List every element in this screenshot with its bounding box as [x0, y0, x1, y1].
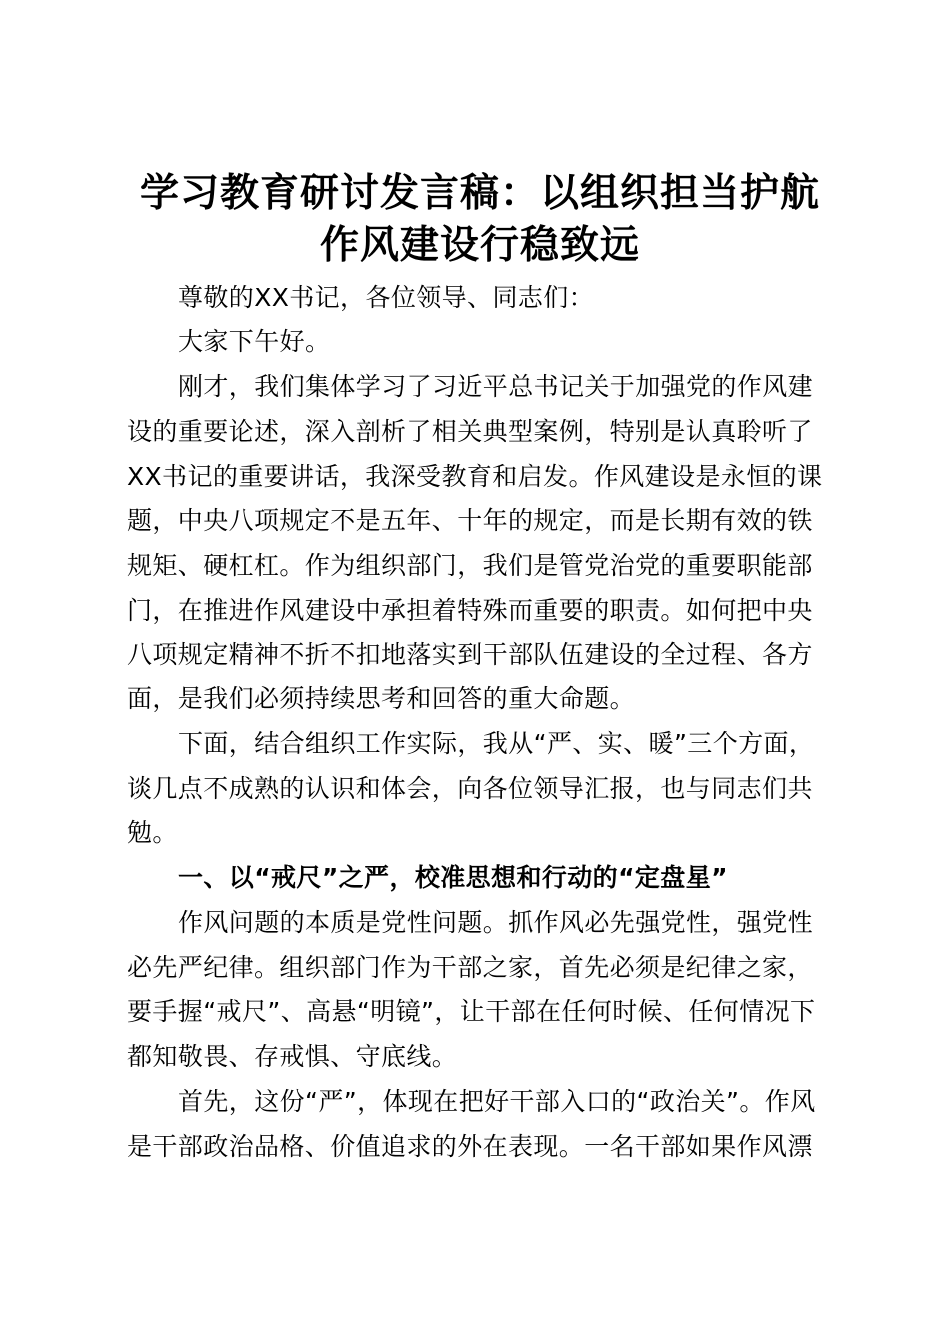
section-heading: 一、以“戒尺”之严，校准思想和行动的“定盘星”	[178, 863, 728, 892]
paragraph-line: 要手握“戒尺”、高悬“明镜”，让干部在任何时候、任何情况下	[127, 997, 816, 1026]
greeting: 大家下午好。	[178, 327, 331, 356]
paragraph-line: 必先严纪律。组织部门作为干部之家，首先必须是纪律之家，	[127, 953, 813, 982]
paragraph-line: 面，是我们必须持续思考和回答的重大命题。	[127, 684, 636, 713]
paragraph-line: 勉。	[127, 818, 178, 847]
document-title-line-1: 学习教育研讨发言稿：以组织担当护航	[139, 171, 820, 216]
paragraph-line: 规矩、硬杠杠。作为组织部门，我们是管党治党的重要职能部	[127, 551, 813, 580]
paragraph-line: 都知敬畏、存戒惧、守底线。	[127, 1042, 458, 1071]
paragraph-line: 是干部政治品格、价值追求的外在表现。一名干部如果作风漂	[127, 1132, 813, 1161]
paragraph-line: 八项规定精神不折不扣地落实到干部队伍建设的全过程、各方	[127, 640, 813, 669]
paragraph-line: 作风问题的本质是党性问题。抓作风必先强党性，强党性	[178, 908, 814, 937]
salutation: 尊敬的XX书记，各位领导、同志们：	[178, 283, 595, 312]
paragraph-line: 门，在推进作风建设中承担着特殊而重要的职责。如何把中央	[127, 596, 813, 625]
paragraph-line: 刚才，我们集体学习了习近平总书记关于加强党的作风建	[178, 372, 814, 401]
paragraph-line: 下面，结合组织工作实际，我从“严、实、暖”三个方面，	[178, 729, 815, 758]
paragraph-line: 设的重要论述，深入剖析了相关典型案例，特别是认真聆听了	[127, 417, 813, 446]
paragraph-line: 谈几点不成熟的认识和体会，向各位领导汇报，也与同志们共	[127, 774, 813, 803]
document-title-line-2: 作风建设行稳致远	[319, 223, 640, 268]
paragraph-line: 首先，这份“严”，体现在把好干部入口的“政治关”。作风	[178, 1087, 816, 1116]
paragraph-line: XX书记的重要讲话，我深受教育和启发。作风建设是永恒的课	[127, 462, 823, 491]
paragraph-line: 题，中央八项规定不是五年、十年的规定，而是长期有效的铁	[127, 506, 813, 535]
